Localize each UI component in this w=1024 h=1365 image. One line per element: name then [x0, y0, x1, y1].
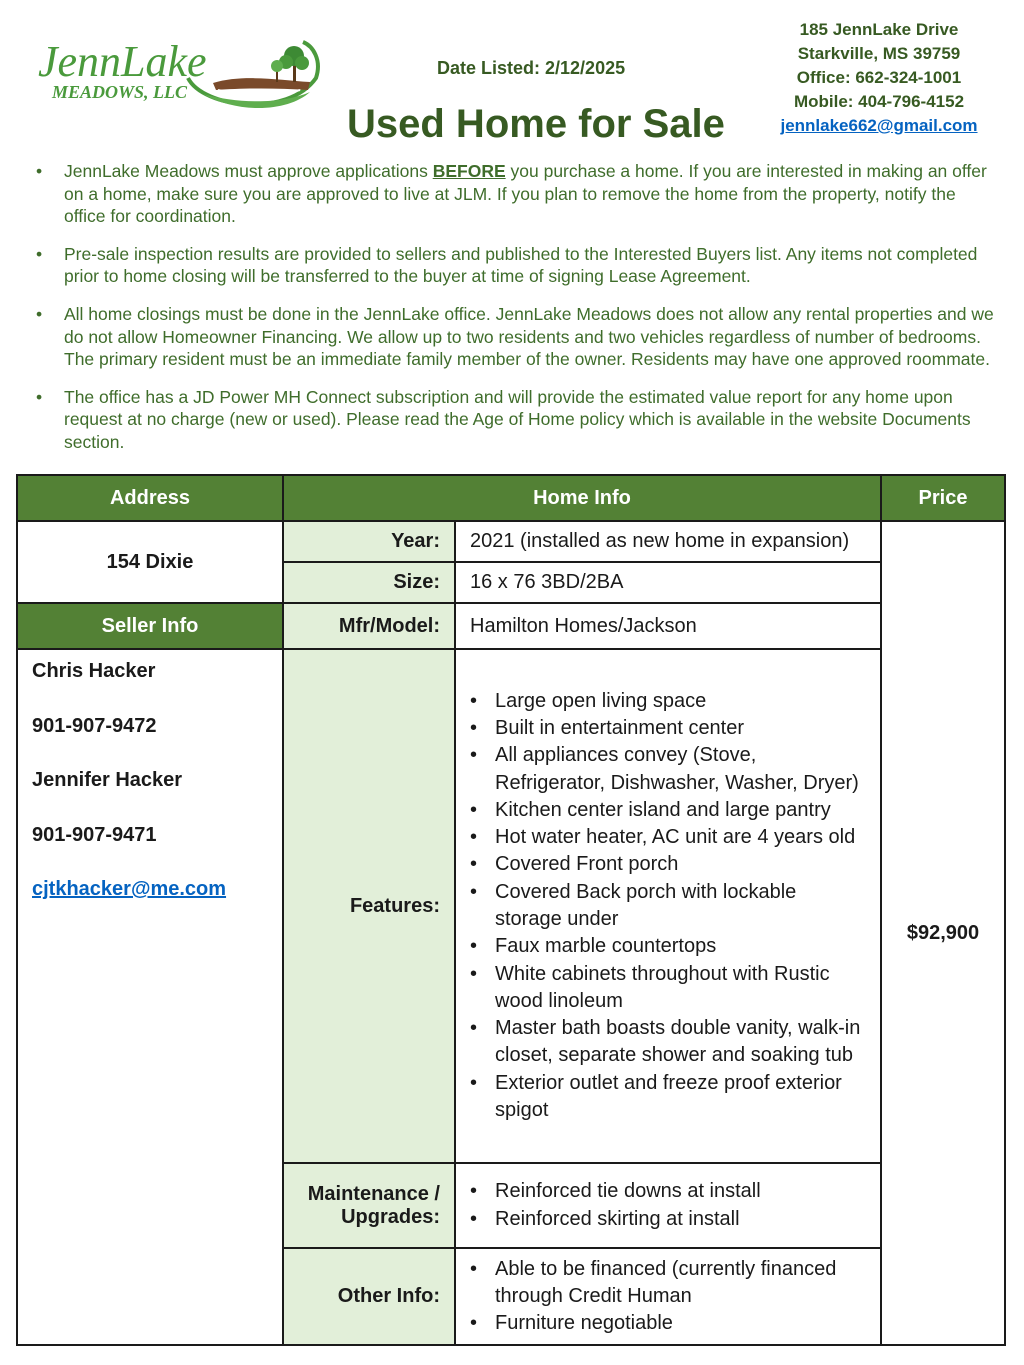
policy-notes [36, 160, 996, 469]
seller-phone: 901-907-9471 [32, 823, 157, 846]
year-label: Year: [283, 521, 455, 562]
contact-street: 185 JennLake Drive [799, 20, 959, 39]
policy-note: • The office has a JD Power MH Connect subscription and will provide the estimated value report for any home upon request at no charge (new or used). Please read the Age of Home policy which is available in the website Documents section. [36, 386, 971, 452]
feature-item: • Hot water heater, AC unit are 4 years old [470, 824, 868, 851]
feature-item: • Covered Front porch [470, 851, 868, 878]
address-header: Address [17, 475, 283, 521]
feature-item: • White cabinets throughout with Rustic wood linoleum [470, 961, 868, 1016]
maintenance-label: Maintenance / Upgrades: [283, 1163, 455, 1248]
logo-sub: MEADOWS, LLC [52, 82, 188, 102]
emphasis-before: BEFORE [432, 161, 506, 181]
features-list [456, 684, 880, 1129]
company-logo [38, 38, 323, 116]
listing-table [16, 474, 1006, 1346]
page-title: Used Home for Sale [347, 102, 725, 146]
home-info-header: Home Info [283, 475, 881, 521]
price-header: Price [881, 475, 1005, 521]
contact-block [760, 18, 998, 138]
feature-item: • Large open living space [470, 688, 868, 715]
tree-landscape-logo-icon [38, 38, 323, 116]
logo-name: JennLake [38, 38, 207, 86]
mfr-model-value: Hamilton Homes/Jackson [455, 603, 881, 649]
size-label: Size: [283, 562, 455, 603]
other-info-item: • Furniture negotiable [470, 1310, 868, 1337]
other-info-item: • Able to be financed (currently financed through Credit Human [470, 1256, 868, 1311]
other-info-label: Other Info: [283, 1248, 455, 1345]
bullet-icon: • [36, 161, 43, 181]
feature-item: • Kitchen center island and large pantry [470, 797, 868, 824]
feature-item: • Covered Back porch with lockable storage under [470, 879, 868, 934]
policy-note: • All home closings must be done in the JennLake office. JennLake Meadows does not allow any rental properties and we do not allow Homeowner Financing. We allow up to two residents and two vehicles regardless of number of bedrooms. The primary resident must be an immediate family member of the owner. Residents may have one approved roommate. [36, 303, 994, 370]
contact-email-link[interactable]: jennlake662@gmail.com [780, 116, 978, 135]
size-value: 16 x 76 3BD/2BA [455, 562, 881, 603]
feature-item: • Exterior outlet and freeze proof exterior spigot [470, 1070, 868, 1125]
maintenance-item: • Reinforced tie downs at install [470, 1178, 868, 1205]
bullet-icon: • [36, 386, 43, 407]
seller-info [17, 649, 283, 1345]
other-info-list [456, 1252, 880, 1342]
seller-name: Jennifer Hacker [32, 769, 183, 792]
maintenance-item: • Reinforced skirting at install [470, 1206, 868, 1233]
contact-office-phone: Office: 662-324-1001 [796, 68, 962, 87]
policy-note: • Pre-sale inspection results are provided to sellers and published to the Interested Buyers list. Any items not completed prior to home closing will be transferred to the buyer at time of signing Lease Agreement. [36, 243, 978, 287]
seller-email-link[interactable]: cjtkhacker@me.com [32, 878, 227, 901]
date-listed: Date Listed: 2/12/2025 [437, 58, 626, 78]
contact-city: Starkville, MS 39759 [797, 44, 961, 63]
price-value: $92,900 [881, 521, 1005, 1345]
maintenance-list-cell [455, 1163, 881, 1248]
other-info-list-cell [455, 1248, 881, 1345]
address-value: 154 Dixie [17, 521, 283, 603]
seller-name: Chris Hacker [32, 660, 156, 682]
seller-info-header: Seller Info [17, 603, 283, 649]
policy-note: • JennLake Meadows must approve applications BEFORE you purchase a home. If you are interested in making an offer on a home, make sure you are approved to live at JLM. If you plan to remove the home from the property, notify the office for coordination. [36, 161, 987, 227]
features-label: Features: [283, 649, 455, 1163]
year-value: 2021 (installed as new home in expansion) [455, 521, 881, 562]
contact-mobile-phone: Mobile: 404-796-4152 [793, 92, 965, 111]
feature-item: • Built in entertainment center [470, 715, 868, 742]
feature-item: • Master bath boasts double vanity, walk-in closet, separate shower and soaking tub [470, 1015, 868, 1070]
feature-item: • All appliances convey (Stove, Refrigerator, Dishwasher, Washer, Dryer) [470, 742, 868, 797]
bullet-icon: • [36, 243, 43, 264]
seller-phone: 901-907-9472 [32, 714, 157, 737]
feature-item: • Faux marble countertops [470, 933, 868, 960]
features-list-cell [455, 649, 881, 1163]
bullet-icon: • [36, 303, 43, 324]
mfr-model-label: Mfr/Model: [283, 603, 455, 649]
maintenance-list [456, 1174, 880, 1237]
